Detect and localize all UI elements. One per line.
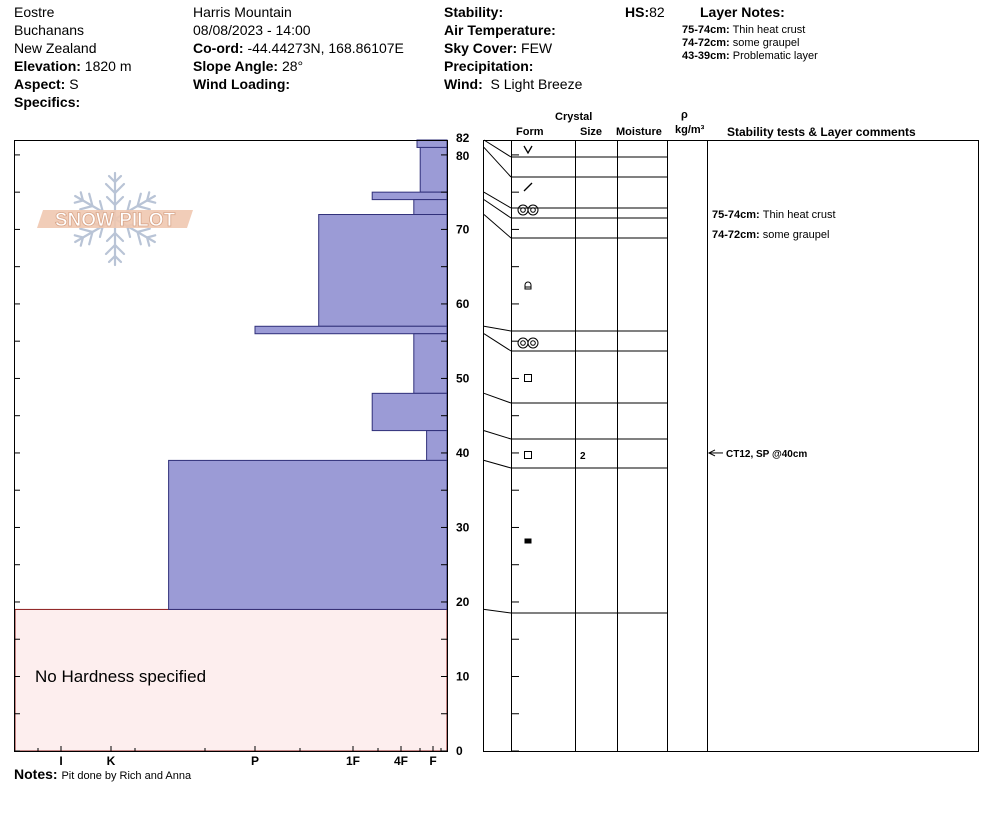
boundary-connector — [484, 200, 511, 218]
aspect-value: S — [69, 76, 79, 92]
hardness-bars — [169, 140, 447, 609]
grain-forms — [518, 146, 538, 544]
height-tick-label: 82 — [456, 131, 470, 145]
hardness-bar — [372, 192, 447, 199]
notes-label: Notes: — [14, 766, 58, 782]
outer-circle — [518, 338, 528, 348]
coord-label: Co-ord: — [193, 40, 244, 56]
hardness-tick-label: F — [429, 754, 437, 768]
country: New Zealand — [14, 40, 97, 56]
form-header: Form — [516, 126, 544, 138]
hardness-bar — [417, 140, 447, 147]
comments-header: Stability tests & Layer comments — [727, 125, 916, 139]
height-tick-label: 70 — [456, 222, 470, 237]
air-temp-label: Air Temperature: — [444, 22, 556, 38]
boundary-connector — [484, 147, 511, 177]
wind-loading-label: Wind Loading: — [193, 76, 291, 92]
height-tick-label: 60 — [456, 296, 470, 311]
observation-datetime: 08/08/2023 - 14:00 — [193, 22, 311, 38]
inner-circle — [521, 341, 526, 346]
boundary-connector — [484, 215, 511, 238]
height-tick-label: 30 — [456, 520, 470, 535]
wind-value: S Light Breeze — [490, 76, 583, 92]
hs-label: HS: — [625, 4, 650, 20]
notes-row — [14, 766, 191, 783]
boundary-connector — [484, 460, 511, 468]
hardness-bar — [420, 147, 447, 192]
density-symbol: ρ — [681, 109, 688, 121]
strat-height-ticks — [511, 155, 519, 751]
density-unit: kg/m³ — [675, 124, 705, 136]
layer-note: 74-72cm: some graupel — [682, 37, 800, 49]
stability-test-label: CT12, SP @40cm — [726, 448, 808, 460]
height-tick-label: 0 — [456, 744, 463, 758]
elevation-value: 1820 m — [84, 58, 132, 74]
hardness-bar — [414, 200, 447, 215]
hardness-tick-label: P — [250, 754, 260, 768]
stability-label: Stability: — [444, 4, 504, 20]
boundary-connector — [484, 431, 511, 439]
hardness-tick-label: K — [106, 754, 116, 768]
grain-form-slash-icon — [524, 183, 532, 191]
hardness-bar — [414, 334, 447, 394]
boundary-connector — [484, 140, 511, 157]
layer-notes-title: Layer Notes: — [700, 4, 785, 20]
hardness-bar — [319, 215, 447, 327]
slope-value: 28° — [281, 58, 304, 74]
grain-form-melt-forms-icon — [518, 338, 538, 348]
grain-form-faceted-icon — [525, 375, 532, 382]
sky-label: Sky Cover: — [444, 40, 518, 56]
inner-circle — [531, 341, 536, 346]
layer-comment-text: Thin heat crust — [762, 209, 836, 221]
hardness-bar — [255, 326, 447, 333]
height-tick-label: 50 — [456, 371, 470, 386]
boundary-connector — [484, 334, 511, 351]
height-tick-label: 80 — [456, 148, 470, 163]
layer-comment-range: 75-74cm: — [712, 209, 763, 221]
grain-form-rounded-faceted-icon — [525, 282, 531, 289]
precip-label: Precipitation: — [444, 58, 534, 74]
hardness-bar — [372, 393, 447, 430]
height-tick-label: 20 — [456, 594, 470, 609]
notes-text: Pit done by Rich and Anna — [61, 770, 192, 782]
layer-comment-range: 74-72cm: — [712, 229, 763, 241]
boundary-connector — [484, 192, 511, 208]
height-tick-label: 10 — [456, 669, 470, 684]
boundary-connector — [484, 393, 511, 403]
logo-text: SNOW PILOT — [54, 210, 176, 231]
aspect-label: Aspect: — [14, 76, 66, 92]
hardness-tick-label: 4F — [393, 754, 409, 768]
specifics-label: Specifics: — [14, 94, 81, 110]
grain-form-v-icon — [524, 146, 532, 153]
hardness-tick-label: I — [59, 754, 63, 768]
outer-circle — [528, 205, 538, 215]
elevation-label: Elevation: — [14, 58, 81, 74]
boundary-connector — [484, 609, 511, 613]
observer-name: Eostre — [14, 4, 55, 20]
location-name: Harris Mountain — [193, 4, 292, 20]
layer-comment — [712, 229, 829, 241]
grain-form-melt-forms-icon — [518, 205, 538, 215]
slope-label: Slope Angle: — [193, 58, 279, 74]
sky-value: FEW — [521, 40, 553, 56]
crystal-header: Crystal — [555, 111, 593, 123]
grain-size-label: 2 — [580, 451, 586, 462]
hardness-tick-label: 1F — [345, 754, 361, 768]
hardness-bar — [169, 460, 447, 609]
height-tick-label: 40 — [456, 445, 470, 460]
layer-comment-text: some graupel — [762, 229, 830, 241]
layer-comments — [709, 209, 836, 460]
layer-note: 43-39cm: Problematic layer — [682, 50, 818, 62]
snowpilot-logo — [37, 173, 193, 265]
observer-group: Buchanans — [14, 22, 85, 38]
outer-circle — [528, 338, 538, 348]
boundary-connector — [484, 326, 511, 331]
hardness-bar — [427, 431, 447, 461]
moisture-header: Moisture — [616, 126, 662, 138]
hs-value: 82 — [649, 4, 665, 20]
outer-circle — [518, 205, 528, 215]
wind-label: Wind: — [444, 76, 483, 92]
grain-form-melt-freeze-icon — [525, 539, 532, 544]
grain-sizes — [580, 451, 586, 462]
coord-value: -44.44273N, 168.86107E — [247, 40, 404, 56]
size-header: Size — [580, 126, 603, 138]
no-hardness-text: No Hardness specified — [35, 667, 207, 686]
layer-note: 75-74cm: Thin heat crust — [682, 24, 806, 36]
grain-form-faceted-icon — [525, 452, 532, 459]
layer-comment — [712, 209, 836, 221]
